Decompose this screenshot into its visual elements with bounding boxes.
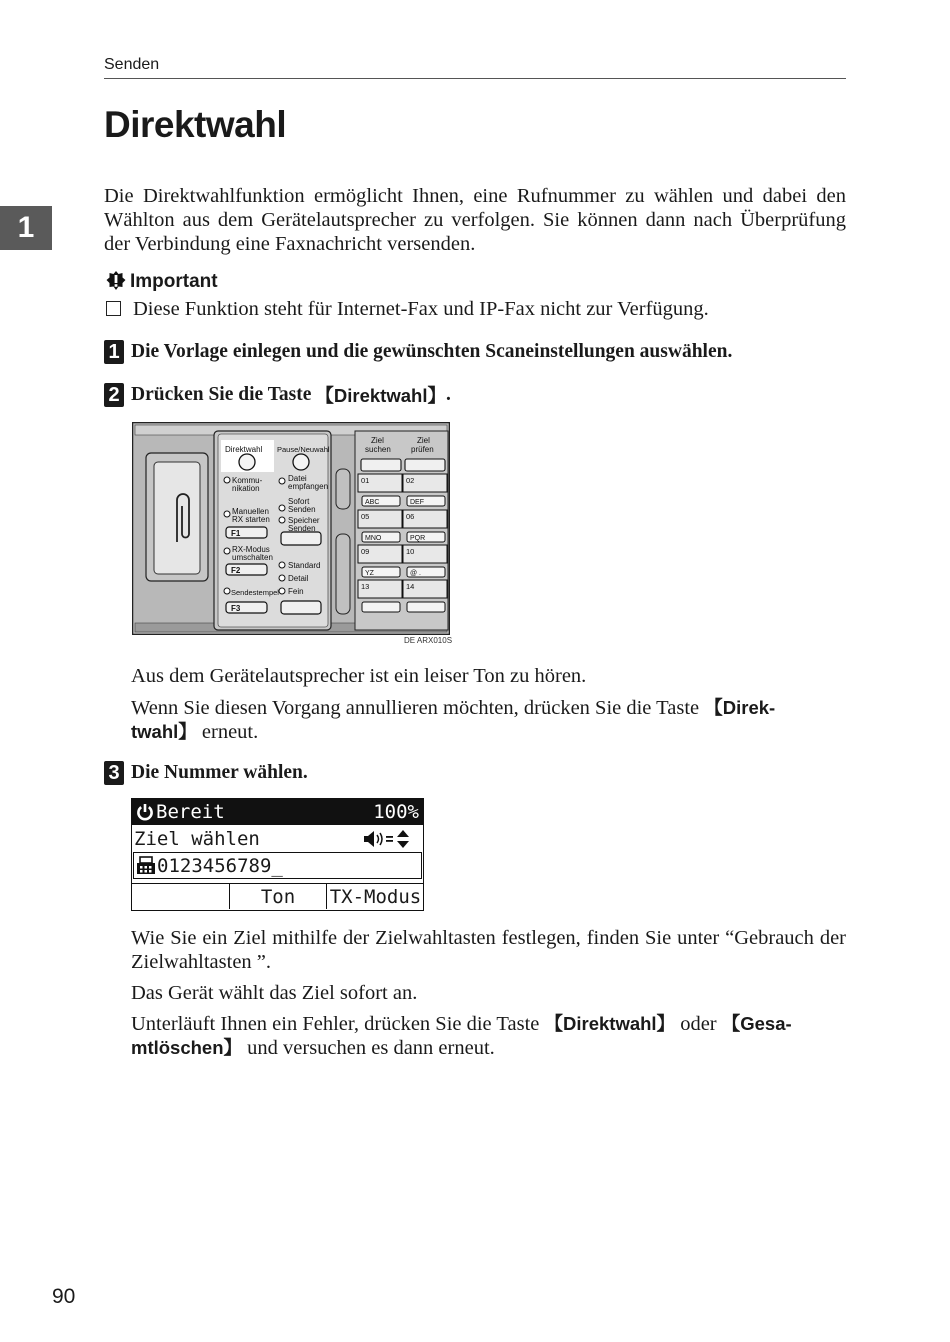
lcd-number-row — [133, 852, 422, 879]
one-touch-number: 05 — [361, 512, 370, 521]
key-label-f2: F2 — [231, 566, 241, 575]
panel-key — [281, 601, 321, 614]
step-1 — [104, 340, 732, 364]
intro-paragraph: Die Direktwahlfunktion ermöglicht Ihnen, eine Rufnummer zu wählen und dabei den Wählton aus dem Gerätelautsprecher zu verfolgen. Sie können dann nach Überprüfung der Verbindung eine Faxnachricht versenden. — [104, 185, 846, 255]
key-label-detail: Detail — [288, 574, 309, 583]
power-icon — [136, 803, 154, 821]
panel-key — [281, 532, 321, 545]
key-label-manuellen-1: Manuellen — [232, 507, 269, 516]
note-end: erneut. — [201, 721, 259, 743]
key-label-f3: F3 — [231, 604, 241, 613]
chapter-tab: 1 — [0, 206, 52, 250]
note-text: Wenn Sie diesen Vorgang annullieren möchten, drücken Sie die Taste — [131, 697, 700, 719]
softkey-ton[interactable]: Ton — [229, 884, 326, 909]
volume-icon — [363, 829, 415, 849]
note-end: und versuchen es dann erneut. — [247, 1037, 495, 1059]
important-item-text: Diese Funktion steht für Internet-Fax und IP-Fax nicht zur Verfügung. — [133, 298, 709, 320]
key-label-kommunikation-1: Kommu- — [232, 476, 263, 485]
lcd-prompt-row — [134, 826, 421, 851]
one-touch-letters: MNO — [365, 535, 382, 542]
key-label-pause: Pause/Neuwahl — [277, 445, 330, 454]
key-direktwahl: 【Direktwahl】 — [544, 1013, 676, 1034]
lcd-softkey-row — [132, 883, 423, 911]
key-gesamtloeschen-cont: mtlöschen】 — [131, 1037, 243, 1058]
key-label-datei-2: empfangen — [288, 482, 329, 491]
important-item — [106, 298, 709, 321]
one-touch-letters: @ . — [410, 570, 421, 577]
step-2 — [104, 382, 451, 408]
pause-key — [293, 454, 309, 470]
softkey-tx-modus[interactable]: TX-Modus — [326, 884, 424, 909]
step2-note-2 — [131, 696, 846, 744]
one-touch-number: 09 — [361, 547, 370, 556]
lcd-status: Bereit — [156, 801, 225, 823]
important-heading — [106, 270, 218, 294]
key-direktwahl-cont: twahl】 — [131, 721, 197, 742]
key-label-f1: F1 — [231, 529, 241, 538]
header-rule — [104, 78, 846, 79]
one-touch-button — [407, 602, 445, 612]
key-label-sofort-2: Senden — [288, 505, 316, 514]
step-text: Die Nummer wählen. — [131, 762, 308, 783]
indicator-led — [279, 562, 285, 568]
ziel-pruefen-key — [405, 459, 445, 471]
step2-note-1: Aus dem Gerätelautsprecher ist ein leiser Ton zu hören. — [131, 665, 587, 687]
key-direktwahl: 【Direk- — [704, 697, 776, 718]
step-3 — [104, 761, 308, 785]
key-label-ziel-pruefen-2: prüfen — [411, 445, 434, 454]
indicator-led — [279, 478, 285, 484]
running-header: Senden — [104, 56, 160, 73]
important-icon — [106, 270, 126, 294]
important-label: Important — [130, 271, 218, 292]
one-touch-number: 01 — [361, 476, 370, 485]
figure-code: DE ARX010S — [404, 636, 453, 645]
step3-note-3 — [131, 1012, 846, 1060]
step-text: Drücken Sie die Taste — [131, 384, 312, 405]
lcd-prompt: Ziel wählen — [134, 827, 260, 850]
one-touch-letters: DEF — [410, 499, 424, 506]
one-touch-number: 02 — [406, 476, 415, 485]
page-title: Direktwahl — [104, 104, 287, 145]
checkbox-bullet-icon — [106, 301, 121, 316]
step3-note-2: Das Gerät wählt das Ziel sofort an. — [131, 982, 418, 1004]
key-label-sendestempel: Sendestempel — [231, 588, 279, 597]
indicator-led — [279, 575, 285, 581]
step-text: Die Vorlage einlegen und die gewünschten Scaneinstellungen auswählen. — [131, 341, 733, 362]
key-label-manuellen-2: RX starten — [232, 515, 270, 524]
step-number: 1 — [104, 340, 124, 364]
page-number: 90 — [52, 1285, 76, 1308]
one-touch-letters: YZ — [365, 570, 374, 577]
key-label-ziel-suchen-1: Ziel — [371, 436, 384, 445]
one-touch-number: 10 — [406, 547, 415, 556]
key-label-datei-1: Datei — [288, 474, 307, 483]
indicator-led — [279, 588, 285, 594]
key-direktwahl: 【Direktwahl】 — [315, 385, 446, 406]
note-mid: oder — [680, 1013, 717, 1035]
one-touch-letters: PQR — [410, 535, 426, 542]
lcd-status-row — [132, 799, 423, 825]
lcd-number: 0123456789_ — [157, 854, 283, 877]
indicator-led — [224, 548, 230, 554]
key-label-standard: Standard — [288, 561, 321, 570]
control-panel-illustration — [132, 422, 450, 635]
key-label-speicher-2: Senden — [288, 524, 316, 533]
key-gesamtloeschen: 【Gesa- — [721, 1013, 792, 1034]
note-text: Unterläuft Ihnen ein Fehler, drücken Sie die Taste — [131, 1013, 540, 1035]
direktwahl-key — [239, 454, 255, 470]
indicator-led — [224, 588, 230, 594]
one-touch-number: 13 — [361, 582, 370, 591]
ziel-suchen-key — [361, 459, 401, 471]
indicator-led — [279, 505, 285, 511]
key-label-ziel-suchen-2: suchen — [365, 445, 391, 454]
key-label-fein: Fein — [288, 587, 304, 596]
lcd-display — [131, 798, 424, 911]
key-label-kommunikation-2: nikation — [232, 484, 260, 493]
key-label-direktwahl: Direktwahl — [225, 445, 263, 454]
step3-note-1: Wie Sie ein Ziel mithilfe der Zielwahltasten festlegen, finden Sie unter “Gebrauch der Zielwahltasten ”. — [131, 927, 846, 973]
step-number: 3 — [104, 761, 124, 785]
lcd-percent: 100% — [373, 801, 419, 823]
indicator-led — [279, 517, 285, 523]
key-label-speicher-1: Speicher — [288, 516, 320, 525]
key-label-ziel-pruefen-1: Ziel — [417, 436, 430, 445]
step-number: 2 — [104, 383, 124, 407]
one-touch-number: 06 — [406, 512, 415, 521]
step-end: . — [445, 384, 451, 405]
indicator-led — [224, 511, 230, 517]
one-touch-button — [362, 602, 400, 612]
key-label-rxmodus-2: umschalten — [232, 553, 273, 562]
one-touch-letters: ABC — [365, 499, 380, 506]
fax-icon — [136, 856, 156, 876]
indicator-led — [224, 477, 230, 483]
key-label-sofort-1: Sofort — [288, 497, 310, 506]
key-label-rxmodus-1: RX-Modus — [232, 545, 270, 554]
one-touch-number: 14 — [406, 582, 415, 591]
